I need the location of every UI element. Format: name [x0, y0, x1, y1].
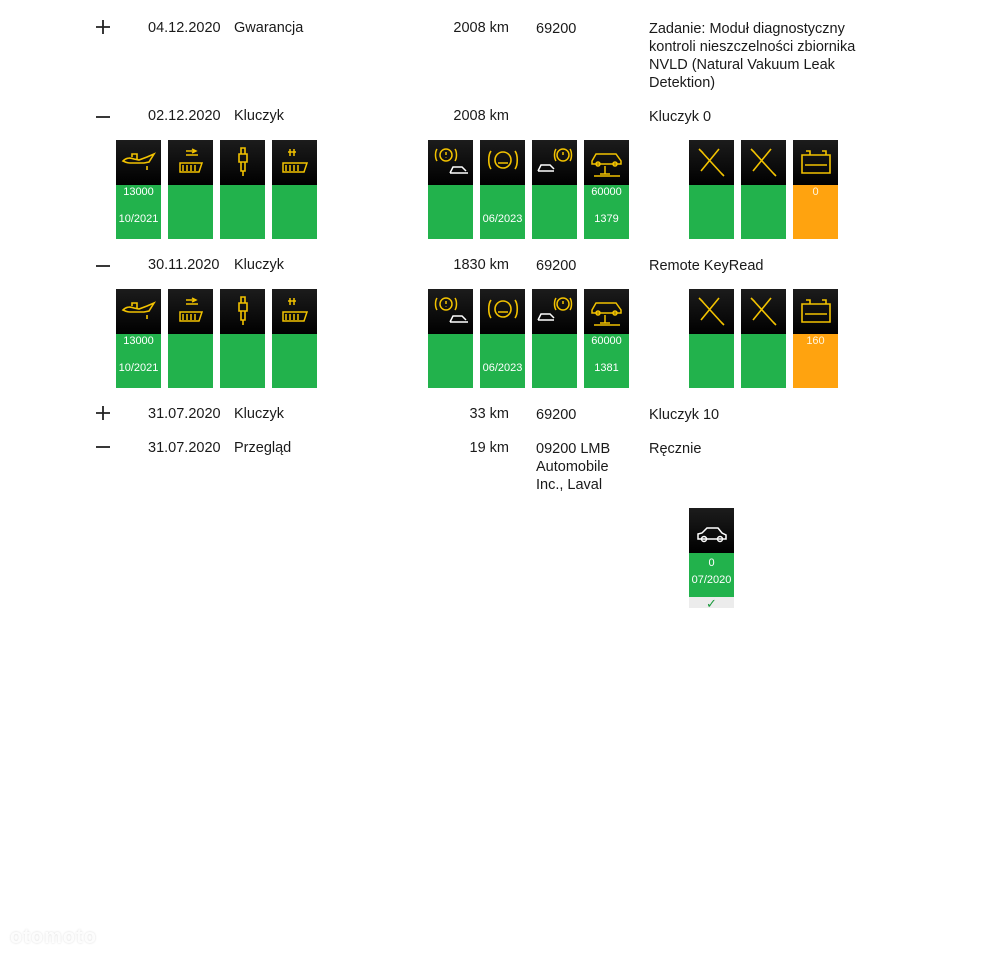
battery-tile[interactable]: 160 — [793, 289, 838, 388]
brake-warning-car-icon — [532, 140, 577, 185]
fuel-filter-icon — [272, 289, 317, 334]
wrench-screwdriver-icon — [741, 140, 786, 185]
brake-car-icon — [428, 289, 473, 334]
entry-description: Ręcznie — [649, 441, 702, 457]
brake-pad-icon — [480, 140, 525, 185]
entry-type: Kluczyk — [234, 406, 284, 422]
car-icon — [689, 508, 734, 553]
entry-description: Zadanie: Moduł diagnostyczny kontroli nieszczelności zbiornika NVLD (Natural Vakuum Leak Detektion) — [649, 21, 856, 91]
entry-description: Remote KeyRead — [649, 258, 764, 274]
service-tile-2[interactable] — [741, 140, 786, 239]
spark-plug-icon — [220, 289, 265, 334]
fuel-filter-tile[interactable] — [272, 289, 317, 388]
brake-pad-icon — [480, 289, 525, 334]
wrench-screwdriver-icon — [689, 289, 734, 334]
entry-description: Kluczyk 10 — [649, 407, 720, 423]
entry-date: 02.12.2020 — [148, 108, 221, 124]
brake-fluid-tile[interactable] — [532, 140, 577, 239]
entry-description: Kluczyk 0 — [649, 109, 712, 125]
entry-date: 31.07.2020 — [148, 440, 221, 456]
oil-can-icon — [116, 289, 161, 334]
spark-plug-icon — [220, 140, 265, 185]
watermark-logo: otomoto — [10, 926, 97, 948]
entry-date: 30.11.2020 — [148, 257, 220, 273]
entry-mileage: 2008 km — [453, 108, 509, 124]
front-brake-tile[interactable]: 06/2023 — [480, 140, 525, 239]
car-lift-icon — [584, 140, 629, 185]
expand-icon[interactable] — [94, 18, 114, 38]
collapse-icon[interactable] — [94, 108, 114, 128]
expand-icon[interactable] — [94, 404, 114, 424]
spark-plug-tile[interactable] — [220, 140, 265, 239]
entry-mileage: 19 km — [469, 440, 509, 456]
entry-type: Przegląd — [234, 440, 292, 456]
entry-code: 69200 — [536, 21, 577, 37]
entry-mileage: 2008 km — [453, 20, 509, 36]
brake-warning-car-icon — [532, 289, 577, 334]
micro-filter-tile[interactable] — [168, 289, 213, 388]
vehicle-check-tile[interactable]: 60000 1379 — [584, 140, 629, 239]
collapse-icon[interactable] — [94, 438, 114, 458]
air-filter-icon — [168, 289, 213, 334]
brake-car-icon — [428, 140, 473, 185]
entry-code: 69200 — [536, 407, 577, 423]
micro-filter-tile[interactable] — [168, 140, 213, 239]
car-lift-icon — [584, 289, 629, 334]
oil-service-tile[interactable]: 13000 10/2021 — [116, 289, 161, 388]
oil-can-icon — [116, 140, 161, 185]
wrench-screwdriver-icon — [741, 289, 786, 334]
entry-type: Kluczyk — [234, 257, 284, 273]
rear-brake-tile[interactable] — [428, 289, 473, 388]
brake-fluid-tile[interactable] — [532, 289, 577, 388]
entry-dealer: 09200 LMB Automobile Inc., Laval — [536, 441, 611, 493]
fuel-filter-tile[interactable] — [272, 140, 317, 239]
entry-mileage: 1830 km — [453, 257, 509, 273]
checkmark-icon: ✓ — [706, 596, 717, 611]
front-brake-tile[interactable]: 06/2023 — [480, 289, 525, 388]
service-tile[interactable] — [689, 289, 734, 388]
spark-plug-tile[interactable] — [220, 289, 265, 388]
battery-tile[interactable]: 0 — [793, 140, 838, 239]
entry-type: Kluczyk — [234, 108, 284, 124]
fuel-filter-icon — [272, 140, 317, 185]
wrench-screwdriver-icon — [689, 140, 734, 185]
collapse-icon[interactable] — [94, 257, 114, 277]
battery-icon — [793, 140, 838, 185]
service-tile-2[interactable] — [741, 289, 786, 388]
entry-date: 31.07.2020 — [148, 406, 221, 422]
air-filter-icon — [168, 140, 213, 185]
entry-date: 04.12.2020 — [148, 20, 221, 36]
vehicle-check-tile[interactable]: 60000 1381 — [584, 289, 629, 388]
service-tile[interactable] — [689, 140, 734, 239]
entry-mileage: 33 km — [469, 406, 509, 422]
vehicle-inspection-tile[interactable]: 0 07/2020 ✓ — [689, 508, 734, 608]
rear-brake-tile[interactable] — [428, 140, 473, 239]
oil-service-tile[interactable]: 13000 10/2021 — [116, 140, 161, 239]
entry-type: Gwarancja — [234, 20, 304, 36]
battery-icon — [793, 289, 838, 334]
entry-code: 69200 — [536, 258, 577, 274]
